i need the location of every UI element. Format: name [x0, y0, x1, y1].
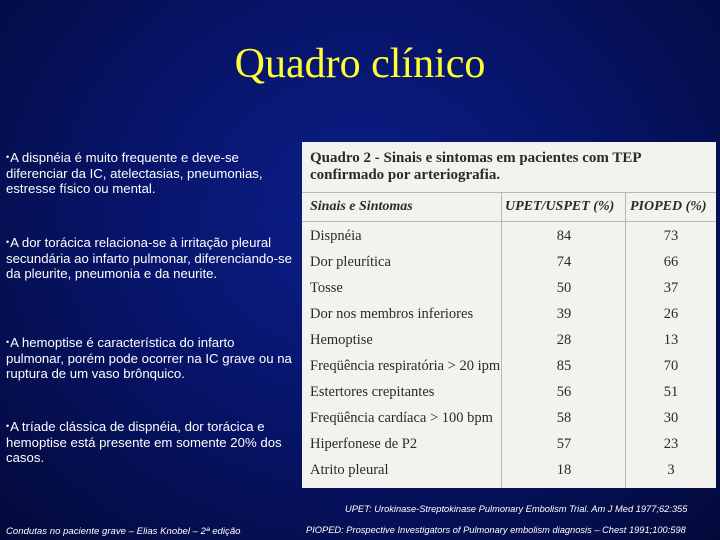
table-divider [302, 221, 716, 222]
table-row [302, 302, 716, 328]
row-name: Hiperfonese de P2 [310, 436, 418, 452]
row-upet: 57 [556, 436, 572, 452]
table-row [302, 432, 716, 458]
row-name: Tosse [310, 280, 343, 296]
table-row [302, 380, 716, 406]
bullet-item [6, 150, 296, 197]
bullet-item [6, 419, 296, 466]
slide-title: Quadro clínico [234, 41, 486, 87]
bullet-marker: • [6, 152, 10, 162]
row-name: Hemoptise [310, 332, 373, 348]
row-pioped: 66 [663, 254, 679, 270]
table-row [302, 406, 716, 432]
row-pioped: 23 [663, 436, 679, 452]
row-upet: 58 [556, 410, 572, 426]
row-upet: 18 [556, 462, 572, 478]
bullet-text: A dor torácica relaciona-se à irritação pleural secundária ao infarto pulmonar, diferenciando-se da pleurite, pneumonia e da neurite. [6, 235, 292, 281]
row-pioped: 70 [663, 358, 679, 374]
bullet-item [6, 335, 296, 382]
bullet-marker: • [6, 237, 10, 247]
row-name: Freqüência cardíaca > 100 bpm [310, 410, 493, 426]
bullet-marker: • [6, 337, 10, 347]
row-upet: 28 [556, 332, 572, 348]
row-upet: 84 [556, 228, 572, 244]
row-pioped: 26 [663, 306, 679, 322]
table-row [302, 354, 716, 380]
row-upet: 74 [556, 254, 572, 270]
table-row [302, 276, 716, 302]
table-row [302, 224, 716, 250]
bullet-item [6, 235, 296, 282]
table-row [302, 458, 716, 484]
bullet-text: A tríade clássica de dispnéia, dor torácica e hemoptise está presente em somente 20% dos casos. [6, 419, 282, 465]
row-pioped: 3 [667, 462, 675, 478]
bullet-text: A dispnéia é muito frequente e deve-se diferenciar da IC, atelectasias, pneumonias, estresse físico ou mental. [6, 150, 263, 196]
bullet-marker: • [6, 421, 10, 431]
table-divider [302, 192, 716, 193]
row-name: Estertores crepitantes [310, 384, 435, 400]
row-upet: 50 [556, 280, 572, 296]
row-name: Dor nos membros inferiores [310, 306, 474, 322]
table-row [302, 250, 716, 276]
row-name: Dor pleurítica [310, 254, 391, 270]
row-pioped: 73 [663, 228, 679, 244]
row-upet: 39 [556, 306, 572, 322]
header-pioped: PIOPED (%) [630, 199, 707, 214]
row-name: Atrito pleural [310, 462, 389, 478]
row-name: Dispnéia [310, 228, 362, 244]
table-caption: Quadro 2 - Sinais e sintomas em pacientes com TEP confirmado por arteriografia. [310, 150, 641, 183]
row-pioped: 30 [663, 410, 679, 426]
table-row [302, 328, 716, 354]
footer-source: Condutas no paciente grave – Elias Knobel – 2ª edição [6, 526, 241, 537]
header-upet: UPET/USPET (%) [505, 199, 615, 214]
footer-ref-pioped: PIOPED: Prospective Investigators of Pulmonary embolism diagnosis – Chest 1991;100:598 [306, 525, 686, 535]
footer-ref-upet: UPET: Urokinase-Streptokinase Pulmonary Embolism Trial. Am J Med 1977;62:355 [345, 504, 688, 514]
header-signs: Sinais e Sintomas [310, 199, 413, 214]
row-pioped: 37 [663, 280, 679, 296]
row-pioped: 13 [663, 332, 679, 348]
symptoms-table [302, 142, 716, 488]
bullet-text: A hemoptise é característica do infarto pulmonar, porém pode ocorrer na IC grave ou na ruptura de um vaso brônquico. [6, 335, 292, 381]
row-upet: 85 [556, 358, 572, 374]
row-pioped: 51 [663, 384, 679, 400]
row-name: Freqüência respiratória > 20 ipm [310, 358, 501, 374]
row-upet: 56 [556, 384, 572, 400]
